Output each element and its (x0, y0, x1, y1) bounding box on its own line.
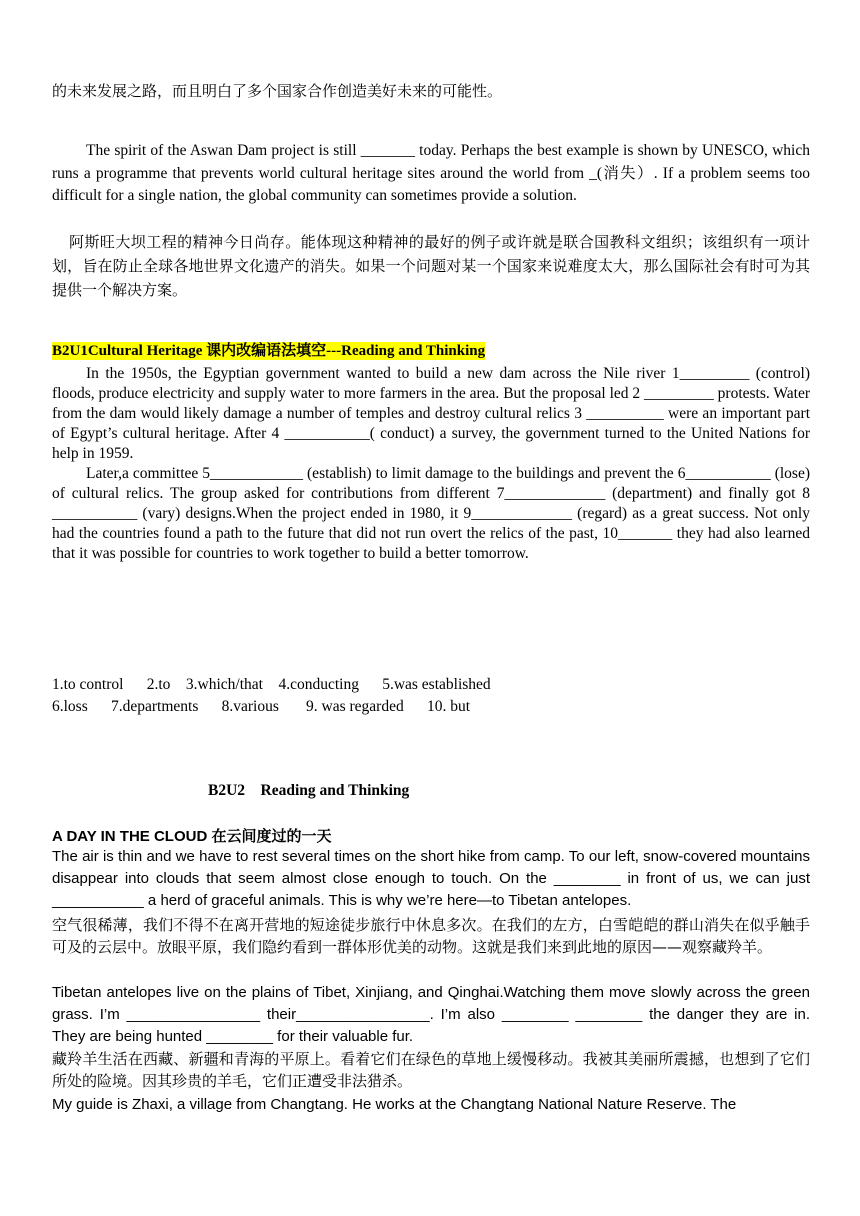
aswan-english-paragraph: The spirit of the Aswan Dam project is still _______ today. Perhaps the best example is shown by UNESCO, which runs a programme that prevents world cultural heritage sites around the world from _(消失）. If a problem seems too difficult for a single nation, the global community can sometimes provide a solution. (52, 142, 810, 204)
b2u1-title: B2U1Cultural Heritage 课内改编语法填空---Reading and Thinking (52, 343, 486, 359)
top-chinese-line: 的未来发展之路，而且明白了多个国家合作创造美好未来的可能性。 (52, 82, 503, 100)
b2u1-paragraph-1: In the 1950s, the Egyptian government wanted to build a new dam across the Nile river 1_________ (control) floods, produce electricity and supply water to more farmers in the area. But the proposal led 2 _________ protests. Water from the dam would likely damage a number of temples and destroy cultural relics 3 __________ were an important part of Egypt’s cultural heritage. After 4 ___________( conduct) a survey, the government turned to the United Nations for help in 1959. (52, 365, 810, 462)
cloud-paragraph-3-english: My guide is Zhaxi, a village from Changtang. He works at the Changtang National Nature Reserve. The (52, 1096, 737, 1113)
answers-line-1: 1.to control 2.to 3.which/that 4.conducting 5.was established (52, 676, 491, 693)
cloud-paragraph-2-english: Tibetan antelopes live on the plains of Tibet, Xinjiang, and Qinghai.Watching them move slowly across the green grass. I’m ________________ their________________. I’m also ________ ________ the danger they are in. They are being hunted ________ for their valuable fur. (52, 984, 810, 1045)
cloud-paragraph-1-chinese: 空气很稀薄，我们不得不在离开营地的短途徒步旅行中休息多次。在我们的左方，白雪皑皑的群山消失在似乎触手可及的云层中。放眼平原，我们隐约看到一群体形优美的动物。这就是我们来到此地的原因——观察藏羚羊。 (52, 916, 810, 956)
b2u2-heading: B2U2 Reading and Thinking (208, 782, 410, 799)
answers-line-2: 6.loss 7.departments 8.various 9. was regarded 10. but (52, 698, 471, 715)
b2u1-paragraph-2: Later,a committee 5____________ (establish) to limit damage to the buildings and prevent the 6___________ (lose) of cultural relics. The group asked for contributions from different 7_____________ (department) and finally got 8 ___________ (vary) designs.When the project ended in 1980, it 9_____________ (regard) as a great success. Not only had the countries found a path to the future that did not run overt the relics of the past, 10_______ they had also learned that it was possible for countries to work together to build a better tomorrow. (52, 465, 810, 562)
aswan-chinese-paragraph: 阿斯旺大坝工程的精神今日尚存。能体现这种精神的最好的例子或许就是联合国教科文组织；该组织有一项计划，旨在防止全球各地世界文化遗产的消失。如果一个问题对某一个国家来说难度太大，那么国际社会有时可为其提供一个解决方案。 (52, 233, 810, 299)
cloud-paragraph-1-english: The air is thin and we have to rest several times on the short hike from camp. To our left, snow-covered mountains disappear into clouds that seem almost close enough to touch. On the ________ in front of us, we can just ___________ a herd of graceful animals. This is why we’re here—to Tibetan antelopes. (52, 848, 810, 909)
cloud-paragraph-2-chinese: 藏羚羊生活在西藏、新疆和青海的平原上。看着它们在绿色的草地上缓慢移动。我被其美丽所震撼，也想到了它们所处的险境。因其珍贵的羊毛，它们正遭受非法猎杀。 (52, 1050, 810, 1090)
cloud-title: A DAY IN THE CLOUD 在云间度过的一天 (52, 828, 332, 845)
